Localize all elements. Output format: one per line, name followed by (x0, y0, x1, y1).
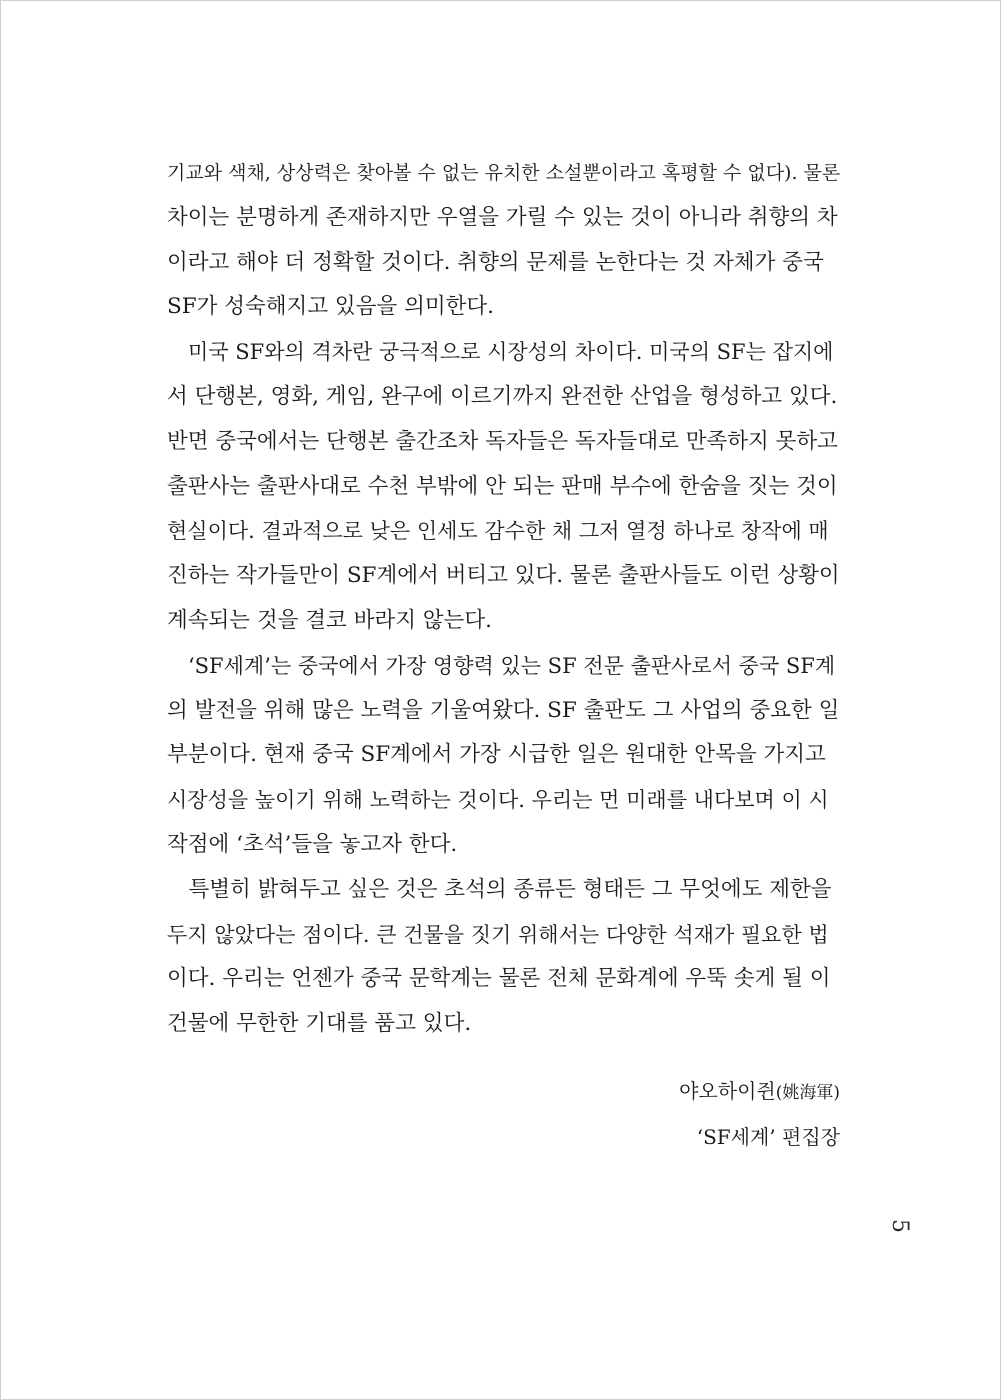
text-line: 미국 SF와의 격차란 궁극적으로 시장성의 차이다. 미국의 SF는 잡지에 (167, 340, 834, 365)
text-line: 건물에 무한한 기대를 품고 있다. (167, 1011, 472, 1037)
text-line: 계속되는 것을 결코 바라지 않는다. (167, 607, 492, 633)
author-title: ‘SF세계’ 편집장 (696, 1125, 840, 1149)
text-line: 의 발전을 위해 많은 노력을 기울여왔다. SF 출판도 그 사업의 중요한 일 (167, 697, 840, 723)
text-line: 기교와 색채, 상상력은 찾아볼 수 없는 유치한 소설뿐이라고 혹평할 수 없다). 물론 (167, 162, 841, 184)
text-line: 작점에 ‘초석’들을 놓고자 한다. (167, 831, 458, 857)
paragraph-2 (167, 330, 843, 644)
text-line: 반면 중국에서는 단행본 출간조차 독자들은 독자들대로 만족하지 못하고 (167, 428, 838, 454)
body-text (167, 151, 843, 1047)
text-line: 현실이다. 결과적으로 낮은 인세도 감수한 채 그저 열정 하나로 창작에 매 (167, 519, 829, 544)
author-name: 야오하이쥔 (679, 1079, 776, 1103)
text-line: 서 단행본, 영화, 게임, 완구에 이르기까지 완전한 산업을 형성하고 있다. (167, 383, 838, 409)
paragraph-3 (167, 644, 843, 868)
text-line: 차이는 분명하게 존재하지만 우열을 가릴 수 있는 것이 아니라 취향의 차 (167, 204, 838, 230)
text-line: SF가 성숙해지고 있음을 의미한다. (167, 294, 494, 320)
text-line: 두지 않았다는 점이다. 큰 건물을 짓기 위해서는 다양한 석재가 필요한 법 (167, 922, 829, 947)
text-line: 부분이다. 현재 중국 SF계에서 가장 시급한 일은 원대한 안목을 가지고 (167, 742, 826, 768)
paragraph-1 (167, 151, 843, 330)
text-line: 출판사는 출판사대로 수천 부밖에 안 되는 판매 부수에 한숨을 짓는 것이 (167, 473, 838, 499)
author-name-hanja: (姚海軍) (775, 1083, 840, 1103)
signature-block (679, 1069, 840, 1159)
text-line: 특별히 밝혀두고 싶은 것은 초석의 종류든 형태든 그 무엇에도 제한을 (167, 876, 832, 902)
text-line: 이라고 해야 더 정확할 것이다. 취향의 문제를 논한다는 것 자체가 중국 (167, 249, 824, 275)
text-line: 진하는 작가들만이 SF계에서 버티고 있다. 물론 출판사들도 이런 상황이 (167, 563, 840, 589)
paragraph-4 (167, 868, 843, 1047)
text-line: 이다. 우리는 언젠가 중국 문학계는 물론 전체 문화계에 우뚝 솟게 될 이 (167, 966, 831, 992)
text-line: ‘SF세계’는 중국에서 가장 영향력 있는 SF 전문 출판사로서 중국 SF계 (167, 653, 836, 678)
author-line (679, 1069, 840, 1115)
text-line: 시장성을 높이기 위해 노력하는 것이다. 우리는 먼 미래를 내다보며 이 시 (167, 788, 829, 813)
page-number: 5 (887, 1219, 912, 1233)
